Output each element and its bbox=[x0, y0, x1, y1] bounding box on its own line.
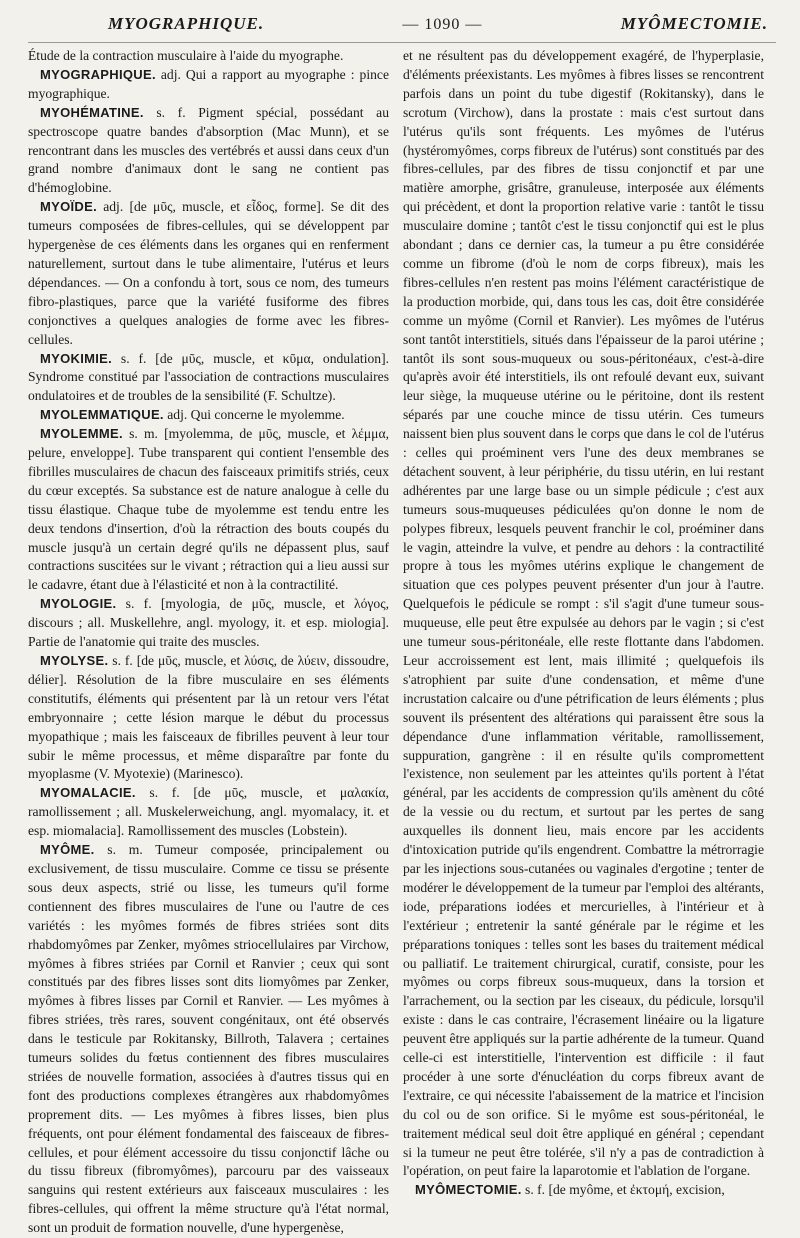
entry-headword: MYOKIMIE. bbox=[40, 350, 113, 366]
entry-myohematine bbox=[28, 104, 389, 199]
entry-text: adj. Qui concerne le myolemme. bbox=[163, 407, 345, 423]
entry-text: et ne résultent pas du développement exagéré, de l'hyperplasie, d'éléments préexistants. Les myômes à fibres lisses se rencontrent parfois dans un point du tube digestif (Rokitansky), dans le scrotum (Virchow), dans la prostate : mais c'est surtout dans l'utérus qu'ils sont fréquents. Les myômes de l'utérus (hystéromyômes, corps fibreux de l'utérus) sont constitués par des fibres-cellules, par des fibres de tissu conjonctif et par une matière amorphe, grisâtre, granuleuse, interposée aux éléments qui précèdent, et dont la proportion relative varie : tantôt le tissu musculaire domine ; tantôt c'est le tissu conjonctif qui est le plus abondant ; dans ce dernier cas, la tumeur a pu être considérée comme un fibrome (d'où le nom de corps fibreux), mais les fibres-cellules n'en restent pas moins l'élément caractéristique de la production morbide, qui, dans tous les cas, doit être considérée comme un myôme (Cornil et Ranvier). Les myômes de l'utérus sont tantôt interstitiels, situés dans l'épaisseur de la paroi utérine ; tantôt ils sont sous-muqueux ou sous-péritonéaux, c'est-à-dire qu'après avoir été interstitiels, ils ont refoulé devant eux, suivant leur siège, la muqueuse utérine ou le péritoine, dont ils restent séparés par une couche mince de tissu utérin. Ces tumeurs naissent bien plus souvent dans le corps que dans le col de l'utérus : celles qui proéminent vers l'une des deux membranes se détachent souvent, à leur périphérie, du tissu utérin, en lui restant adhérentes par une large base ou un simple pédicule ; c'est aux tumeurs sous-muqueuses pédiculées qu'on donne le nom de polypes fibreux, lesquels peuvent franchir le col, proéminer dans le vagin, atteindre la vulve, et pendre au dehors : la contractilité propre à tous les myômes utérins explique le changement de situation que ces polypes peuvent présenter d'un jour à l'autre. Quelquefois le pédicule se rompt : s'il s'agit d'une tumeur sous-muqueuse, elle peut être expulsée au dehors par le vagin ; si c'est une tumeur sous-péritonéale, elle reste flottante dans l'abdomen. Leur accroissement est lent, mais illimité ; quelquefois ils s'atrophient par suite d'une condensation, et même d'une incrustation calcaire ou d'une pétrification de leurs éléments ; plus souvent ils présentent des altérations qui paraissent être sous la dépendance d'une inflammation véritable, ramollissement, suppuration, gangrène : il en résulte qu'ils compromettent l'existence, non seulement par les atteintes qu'ils portent à l'état général, par les accidents de compression qu'ils amènent du côté de la vessie ou du rectum, et surtout par les pertes de sang auxquelles ils donnent lieu, mais encore par les accidents d'intoxication putride qu'ils engendrent. Combattre la métrorragie par les injections sous-cutanées ou vaginales d'ergotine ; tenter de modérer le développement de la tumeur par l'emploi des altérants, iode, préparations iodées et mercurielles, à l'intérieur et à l'extérieur ; entretenir la santé générale par le régime et les préparations toniques : telles sont les bases du traitement médical ou palliatif. Le traitement chirurgical, curatif, consiste, pour les myômes ou corps fibreux sous-muqueux, dans la torsion et l'arrachement, ou la section par les ciseaux, du pédicule, lorsqu'il existe : dans le cas contraire, l'écrasement linéaire ou la ligature peuvent être appliqués sur la partie adhérente de la tumeur. Quand celle-ci est interstitielle, l'intervention est difficile : il faut procéder à une sorte d'énucléation du corps fibreux avant de l'extraire, ce qui nécessite l'abaissement de la matrice et l'incision du col ou de son orifice. Si le myôme est sous-péritonéal, le traitement médical seul doit être appliqué en général ; cependant si la tumeur ne peut être tolérée, s'il n'y a pas de contradiction à l'opération, on peut faire la laparotomie et l'ablation de l'organe. bbox=[403, 48, 764, 1179]
entry-myokimie bbox=[28, 350, 389, 407]
entry-myolemme bbox=[28, 425, 389, 595]
entry-myoide bbox=[28, 198, 389, 349]
entry-myographique bbox=[28, 66, 389, 104]
entry-text: s. m. Tumeur composée, principalement ou exclusivement, de tissu musculaire. Comme ce tissu se présente sous deux aspects, strié ou lisse, les tumeurs qu'il forme contiennent des fibres musculaires de l'une ou l'autre de ces variétés : les myômes formés de fibres striées sont dits rhabdomyômes par Zenker, myômes striocellulaires par Virchow, myômes à fibres striées par Cornil et Ranvier ; ceux qui sont constitués par des fibres lisses sont dits liomyômes par Zenker, myômes à fibres lisses par Cornil et Ranvier. — Les myômes à fibres striées, très rares, souvent congénitaux, ont été observés dans le testicule par Rokitansky, Billroth, Talavera ; certaines tumeurs solides du fœtus contiennent des fibres musculaires striées de nouvelle formation, associées à d'autres tissus qui en font des productions complexes étrangères aux rhabdomyômes proprement dits. — Les myômes à fibres lisses, bien plus fréquents, ont pour élément fondamental des faisceaux de fibres-cellules, et pour élément accessoire du tissu conjonctif lâche ou du tissu fibreux (fibromyômes), parcouru par des vaisseaux sanguins qui restent extérieurs aux faisceaux musculaires : les fibres-cellules, qui offrent la même structure qu'à l'état normal, sont un produit de formation nouvelle, d'une hypergenèse, bbox=[28, 842, 389, 1236]
entry-headword: MYOÏDE. bbox=[40, 199, 97, 215]
entry-text: adj. Qui a rapport au myographe : pince myographique. bbox=[28, 66, 389, 101]
entry-text: s. f. [myologia, de μῦς, muscle, et λόγος, discours ; all. Muskellehre, angl. myology, it. et esp. miologia]. Partie de l'anatomie qui traite des muscles. bbox=[28, 596, 389, 650]
entry-text: Étude de la contraction musculaire à l'aide du myographe. bbox=[28, 48, 344, 63]
entry-myologie bbox=[28, 595, 389, 652]
page-number: — 1090 — bbox=[402, 16, 483, 33]
entry-myolemmatique bbox=[28, 406, 389, 425]
entry-headword: MYÔME. bbox=[40, 842, 95, 858]
left-column bbox=[28, 47, 389, 1238]
entry-text: adj. [de μῦς, muscle, et εἶδος, forme]. Se dit des tumeurs composées de fibres-cellules, qui se développent par hypergenèse de ces éléments dans les organes qui en renferment naturellement, surtout dans le tube alimentaire, l'utérus et leurs dépendances. — On a confondu à tort, sous ce nom, des tumeurs fibro-plastiques, parce que la variété fusiforme des fibres conjonctives a quelques analogies de forme avec les fibres-cellules. bbox=[28, 199, 389, 347]
entry-myomectomie bbox=[403, 1181, 764, 1200]
entry-headword: MYOLEMMATIQUE. bbox=[40, 407, 164, 423]
entry-headword: MYOGRAPHIQUE. bbox=[40, 66, 156, 82]
header-right-word: MYÔMECTOMIE. bbox=[620, 14, 768, 33]
right-column bbox=[403, 47, 764, 1238]
text-columns bbox=[28, 47, 776, 1238]
entry-headword: MYOLOGIE. bbox=[40, 596, 117, 612]
entry-text: s. m. [myolemma, de μῦς, muscle, et λέμμα, pelure, enveloppe]. Tube transparent qui contient l'ensemble des fibrilles musculaires de chacun des faisceaux primitifs striés, ceux du cœur exceptés. Sa substance est de nature analogue à celle du tissu élastique. Chaque tube de myolemme est tendu entre les deux tendons d'insertion, d'où la rétraction des bouts coupés du muscle jusqu'à un certain degré qu'ils ne dépassent plus, sauf contractions suscitées sur le vivant ; rétraction qui a lieu aussi sur le cadavre, étant due à l'élasticité et non à la contractilité. bbox=[28, 426, 389, 593]
entry-text: s. f. [de μῦς, muscle, et λύσις, de λύειν, dissoudre, délier]. Résolution de la fibre musculaire en ses éléments constitutifs, éléments qui présentent par là un retour vers l'état embryonnaire ; cette lésion marque le début du processus myopathique ; mais les faisceaux de fibrilles peuvent à leur tour subir le même processus, et même disparaître par fonte du myoplasme (V. Myotexie) (Marinesco). bbox=[28, 653, 389, 782]
entry-headword: MYOLYSE. bbox=[40, 653, 109, 668]
entry-myolyse bbox=[28, 652, 389, 784]
entry-myome bbox=[28, 841, 389, 1238]
entry-headword: MYOHÉMATINE. bbox=[40, 104, 144, 120]
entry-continuation bbox=[28, 47, 389, 66]
entry-text: s. f. [de myôme, et ἐκτομή, excision, bbox=[521, 1182, 725, 1198]
entry-myome-continuation bbox=[403, 47, 764, 1181]
entry-headword: MYÔMECTOMIE. bbox=[415, 1182, 522, 1198]
entry-text: s. f. Pigment spécial, possédant au spectroscope quatre bandes d'absorption (Mac Munn), et se rencontrant dans les muscles des vertébrés et aussi dans ceux d'un grand nombre d'animaux dont le sang ne contient pas d'hémoglobine. bbox=[28, 104, 389, 196]
entry-text: s. f. [de μῦς, muscle, et μαλακία, ramollissement ; all. Muskelerweichung, angl. myomalacy, it. et esp. miomalacia]. Ramollissement des muscles (Lobstein). bbox=[28, 785, 389, 839]
header-left-word: MYOGRAPHIQUE. bbox=[108, 14, 265, 33]
entry-myomalacie bbox=[28, 784, 389, 841]
running-header bbox=[28, 14, 776, 43]
entry-headword: MYOLEMME. bbox=[40, 426, 123, 442]
entry-text: s. f. [de μῦς, muscle, et κῦμα, ondulation]. Syndrome constitué par l'association de contractions musculaires ondulatoires et de troubles de la sensibilité (F. Schultze). bbox=[28, 350, 389, 404]
entry-headword: MYOMALACIE. bbox=[40, 785, 136, 801]
